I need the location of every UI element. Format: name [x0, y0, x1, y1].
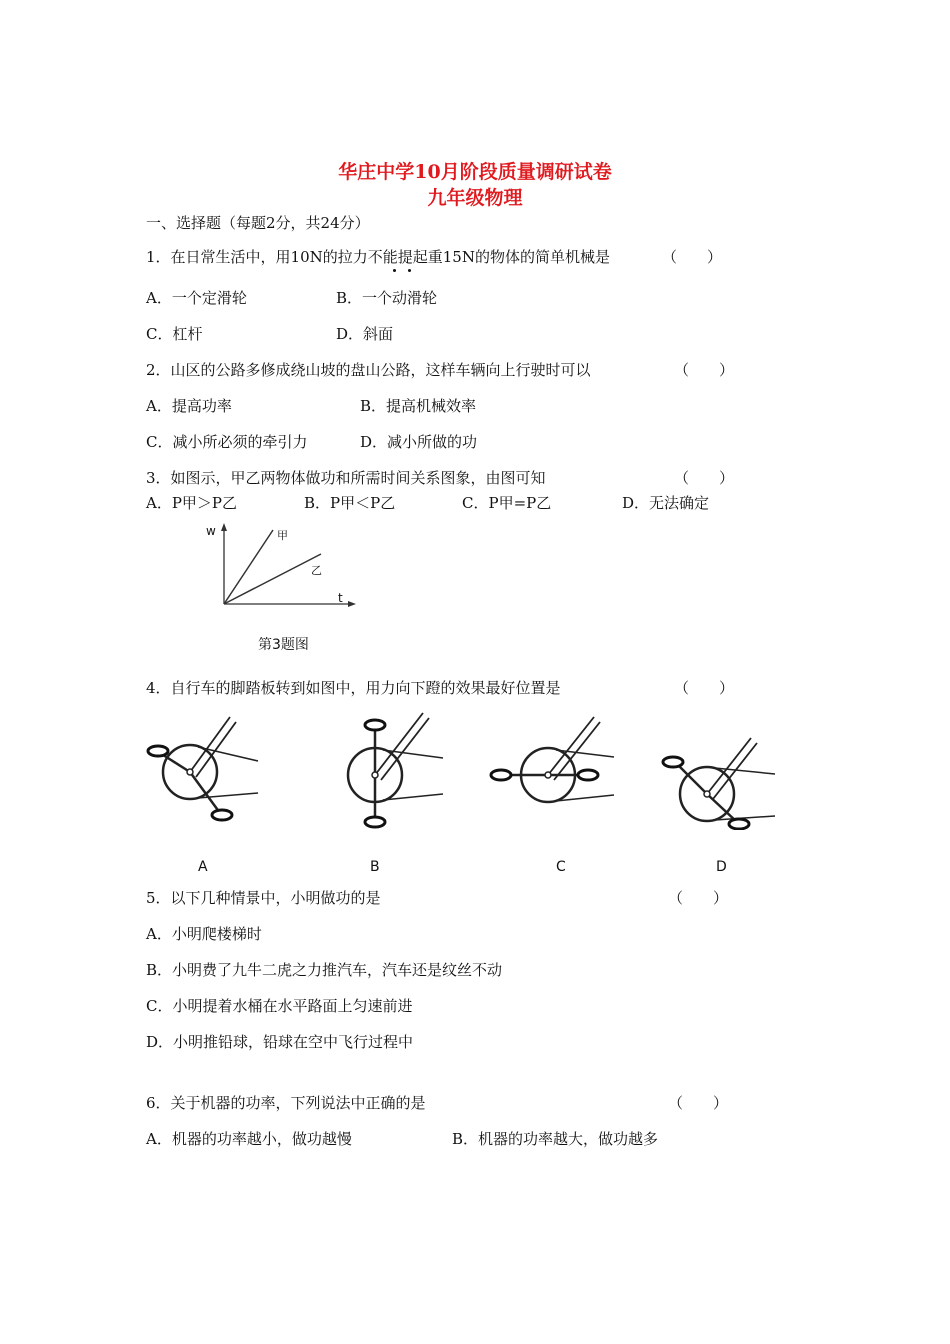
question-1-option-d: D．斜面	[336, 325, 394, 343]
pedal-label-a: A	[198, 859, 208, 875]
question-5-option-a: A．小明爬楼梯时	[146, 925, 262, 943]
question-1-bracket: （ ）	[662, 248, 723, 266]
question-4-bracket: （ ）	[674, 679, 735, 697]
page-title: 华庄中学10月阶段质量调研试卷	[338, 161, 612, 183]
y-axis-arrow	[221, 523, 227, 531]
question-2-bracket: （ ）	[674, 361, 735, 379]
pedal-figure-d	[655, 720, 785, 830]
pedal-label-b: B	[370, 859, 380, 875]
question-5-bracket: （ ）	[668, 889, 729, 907]
question-1-option-c: C．杠杆	[146, 325, 203, 343]
emphasis-dot	[408, 269, 411, 272]
question-2-stem: 2．山区的公路多修成绕山坡的盘山公路，这样车辆向上行驶时可以	[146, 361, 591, 379]
question-4-stem: 4．自行车的脚踏板转到如图中，用力向下蹬的效果最好位置是	[146, 679, 561, 697]
section-heading: 一、选择题（每题2分，共24分）	[146, 214, 370, 232]
question-5-option-b: B．小明费了九牛二虎之力推汽车，汽车还是纹丝不动	[146, 961, 503, 979]
question-3-option-d: D．无法确定	[622, 494, 710, 512]
question-2-option-c: C．减小所必须的牵引力	[146, 433, 308, 451]
question-1-option-a: A．一个定滑轮	[146, 289, 247, 307]
question-1-stem: 1．在日常生活中，用10N的拉力不能提起重15N的物体的简单机械是	[146, 248, 610, 266]
question-6-stem: 6．关于机器的功率，下列说法中正确的是	[146, 1094, 426, 1112]
question-2-option-b: B．提高机械效率	[360, 397, 477, 415]
question-6-option-a: A．机器的功率越小，做功越慢	[146, 1130, 352, 1148]
pedal-label-d: D	[716, 859, 727, 875]
line-jia	[224, 530, 273, 604]
question-6-option-b: B．机器的功率越大，做功越多	[452, 1130, 659, 1148]
question-3-option-c: C．P甲=P乙	[462, 494, 552, 512]
question-5-option-c: C．小明提着水桶在水平路面上匀速前进	[146, 997, 413, 1015]
pedal-figure-a	[140, 715, 270, 825]
question-3-option-a: A．P甲＞P乙	[146, 494, 238, 512]
graph-line-jia-label: 甲	[277, 529, 288, 542]
question-3-stem: 3．如图示，甲乙两物体做功和所需时间关系图象，由图可知	[146, 469, 546, 487]
pedal-label-c: C	[556, 859, 566, 875]
question-6-bracket: （ ）	[668, 1094, 729, 1112]
graph-x-label: t	[338, 591, 343, 605]
question-5-stem: 5．以下几种情景中，小明做功的是	[146, 889, 381, 907]
question-2-option-d: D．减小所做的功	[360, 433, 478, 451]
question-2-option-a: A．提高功率	[146, 397, 232, 415]
pedal-figure-c	[488, 715, 618, 825]
emphasis-dot	[393, 269, 396, 272]
question-3-option-b: B．P甲＜P乙	[304, 494, 396, 512]
question-3-bracket: （ ）	[674, 469, 735, 487]
line-yi	[224, 554, 321, 604]
graph-y-label: w	[206, 524, 216, 538]
question-1-option-b: B．一个动滑轮	[336, 289, 438, 307]
x-axis-arrow	[348, 601, 356, 607]
graph-line-yi-label: 乙	[311, 564, 322, 577]
question-3-figure-caption: 第3题图	[258, 637, 309, 653]
page-subtitle: 九年级物理	[427, 187, 523, 209]
question-5-option-d: D．小明推铅球，铅球在空中飞行过程中	[146, 1033, 414, 1051]
pedal-figure-b	[325, 710, 455, 830]
